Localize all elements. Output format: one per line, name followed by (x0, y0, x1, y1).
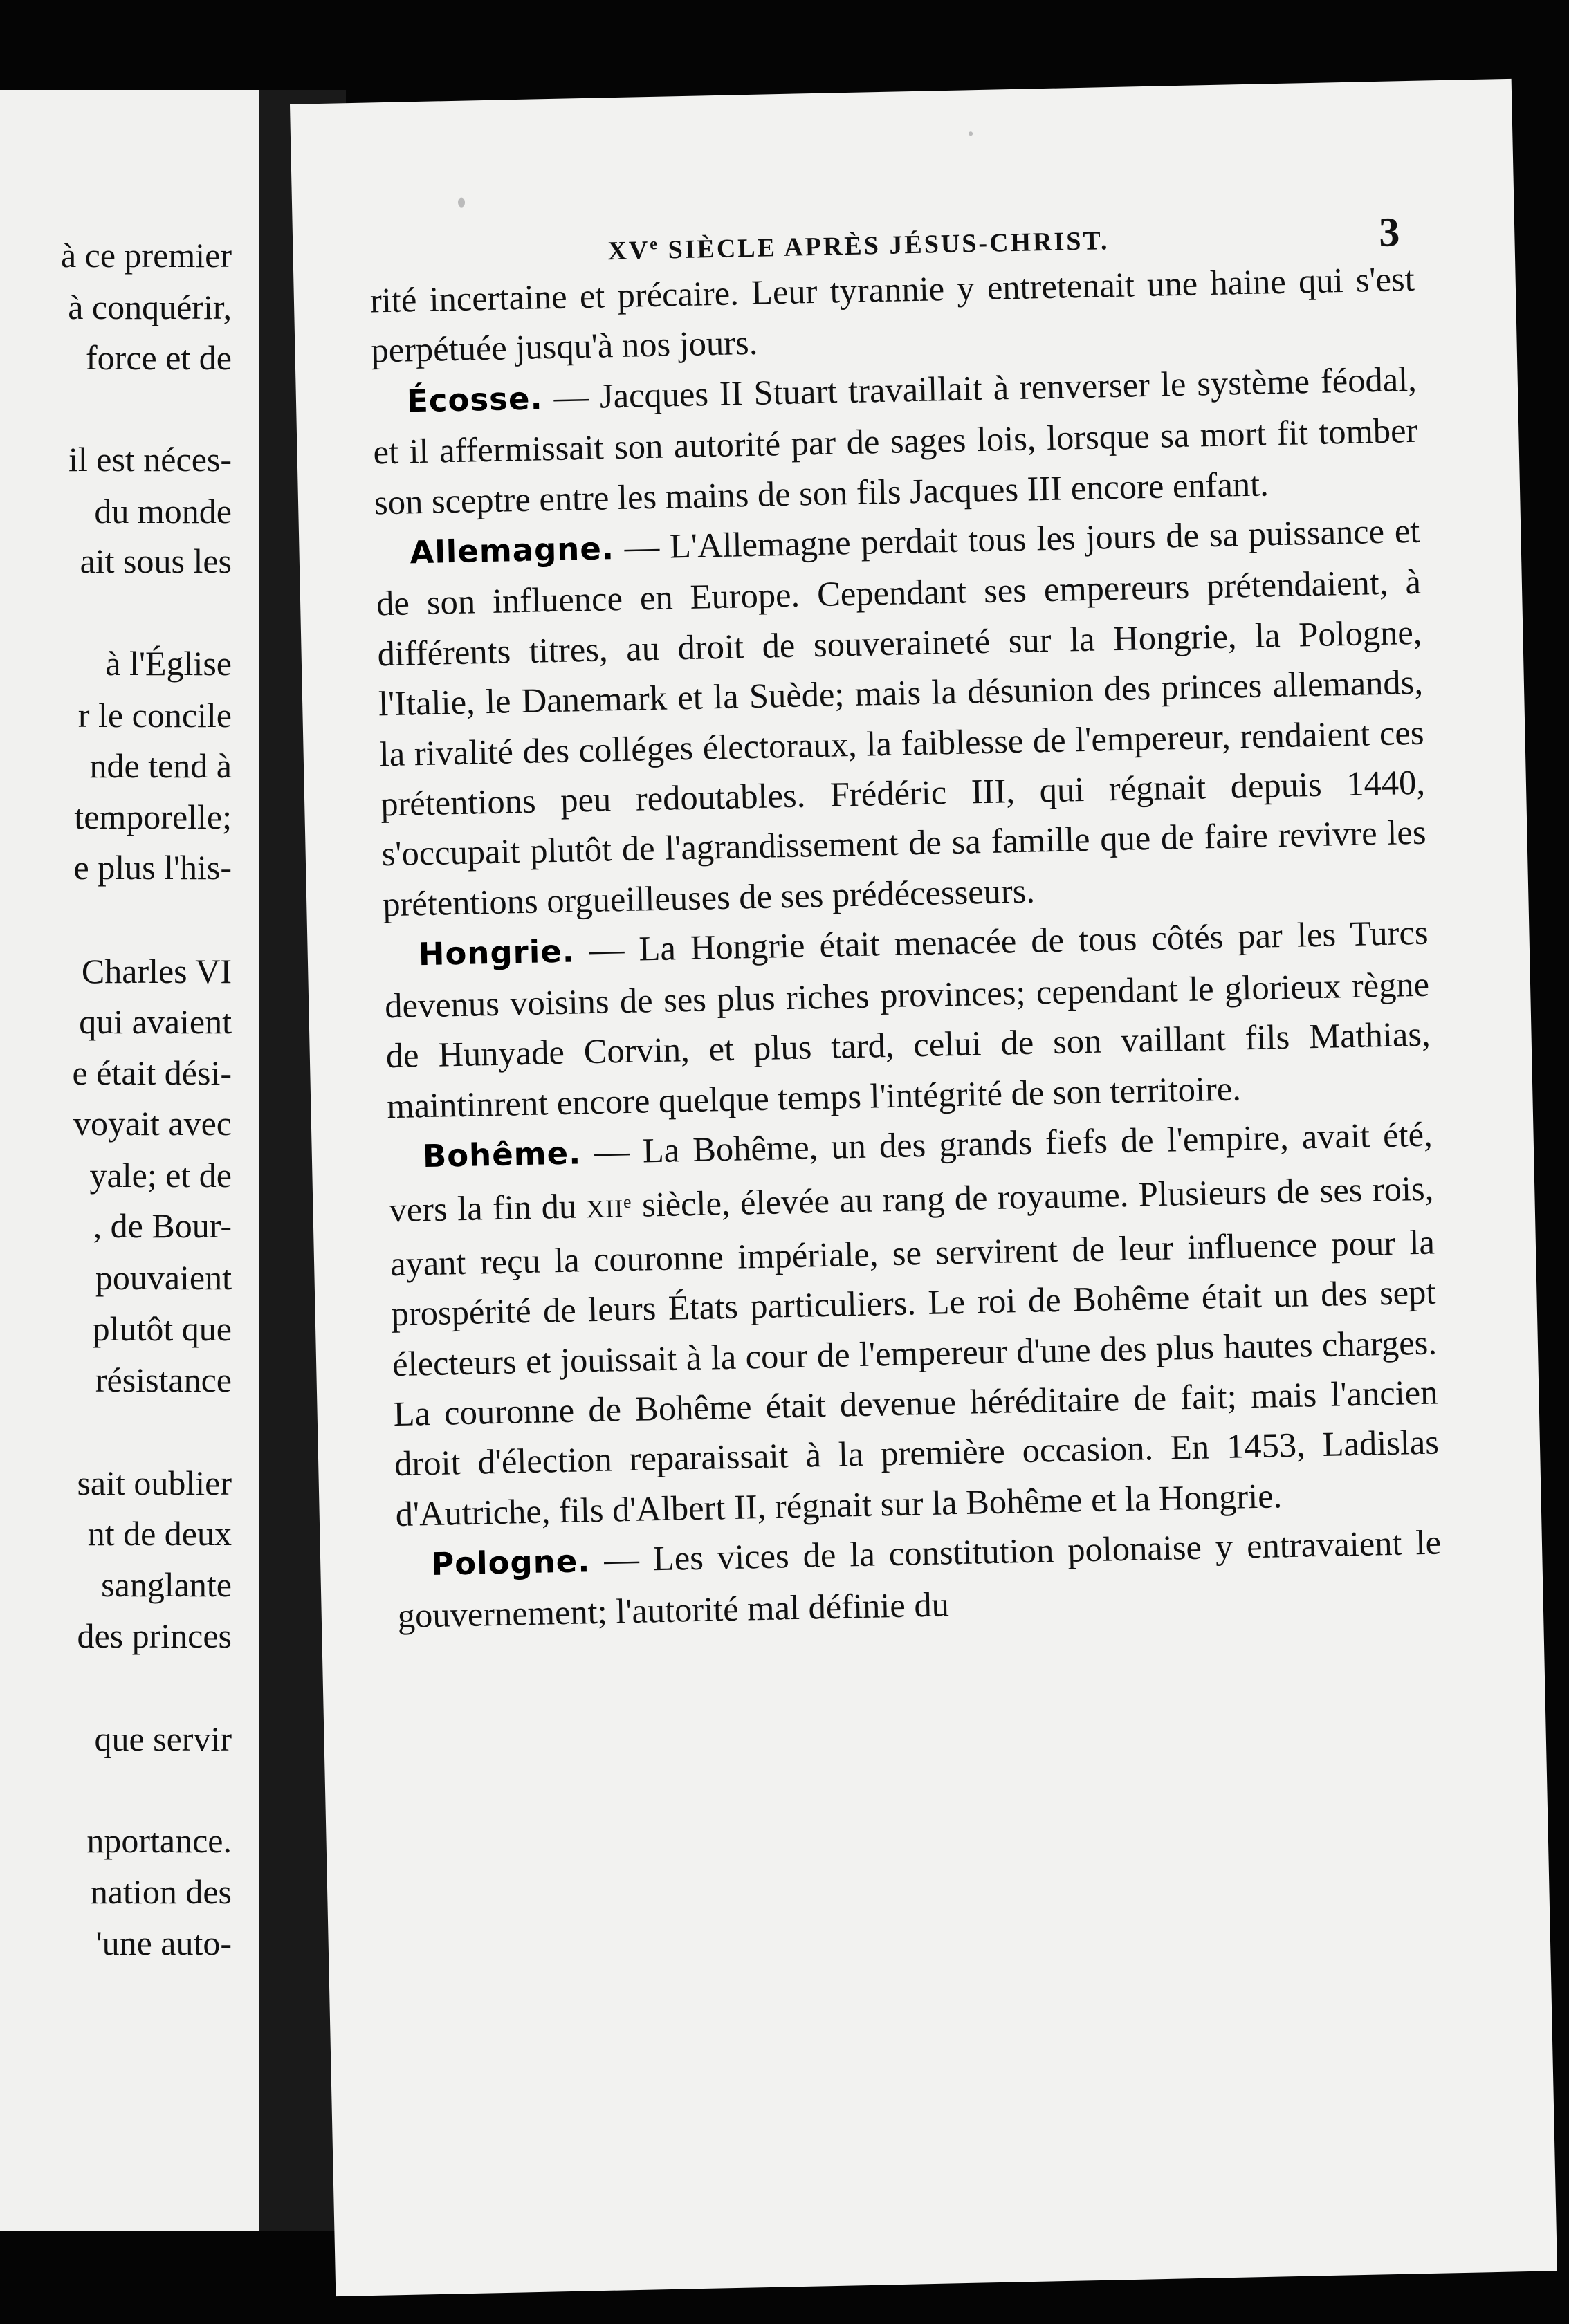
section-heading: Écosse. (406, 380, 544, 420)
left-page-line: qui avaient (79, 1002, 232, 1041)
section-text: — La Bohême, un des grands fiefs de l'empire, avait été, vers la fin du (388, 1114, 1433, 1230)
left-page-line: à l'Église (105, 644, 232, 683)
left-page-line: sanglante (101, 1565, 232, 1604)
left-page-line: il est néces- (68, 440, 232, 479)
century-roman: XII (586, 1195, 624, 1224)
section-text: — Les vices de la constitution polonaise y entravaient le gouvernement; l'autorité mal définie du (397, 1522, 1442, 1635)
section-heading: Pologne. (430, 1542, 591, 1583)
section-heading: Bohême. (422, 1134, 582, 1175)
section-ecosse (371, 354, 1419, 528)
paper-speck (969, 131, 973, 136)
section-allemagne (375, 506, 1428, 930)
section-hongrie (383, 907, 1432, 1131)
section-heading: Allemagne. (410, 530, 615, 571)
left-page-line: du monde (94, 492, 232, 531)
page-body (369, 254, 1442, 1641)
left-page-line: temporelle; (74, 797, 232, 836)
section-heading: Hongrie. (418, 932, 576, 973)
section-text: siècle, élevée au rang de royaume. Plusieurs de ses rois, ayant reçu la couronne impériale, se servirent de leur influence pour la prospérité de leurs États particuliers. Le roi de Bohême était un des sept électeurs et jouissait à la cour de l'empereur d'une des plus hautes charges. La couronne de Bohême était devenue héréditaire de fait; mais l'ancien droit d'élection reparaissait à la première occasion. En 1453, Ladislas d'Autriche, fils d'Albert II, régnait sur la Bohême et la Hongrie. (389, 1168, 1440, 1533)
left-page-line: nation des (90, 1872, 232, 1911)
running-head (607, 225, 1110, 266)
page-number: 3 (1378, 209, 1400, 255)
left-page-line: résistance (95, 1361, 232, 1399)
running-head-title: SIÈCLE APRÈS JÉSUS-CHRIST. (659, 226, 1110, 265)
century-sup: e (623, 1192, 632, 1212)
left-page-line: nt de deux (87, 1514, 232, 1553)
left-page-line: e était dési- (72, 1053, 232, 1092)
section-pologne (396, 1518, 1442, 1641)
left-page-line: à conquérir, (68, 288, 232, 326)
left-page-line: , de Bour- (93, 1206, 232, 1245)
left-page-line: des princes (77, 1616, 232, 1655)
left-page-line: ait sous les (80, 542, 232, 580)
left-page-line: nportance. (86, 1821, 232, 1860)
section-boheme (387, 1109, 1440, 1539)
continuation-paragraph: rité incertaine et précaire. Leur tyrannie y entretenait une haine qui s'est perpétuée jusqu'à nos jours. (369, 259, 1415, 370)
left-page-line: 'une auto- (95, 1924, 232, 1962)
section-text: — La Hongrie était menacée de tous côtés par les Turcs devenus voisins de ses plus riches provinces; cependant le glorieux règne de Hunyade Corvin, et plus tard, celui de son vaillant fils Mathias, maintinrent encore quelque temps l'intégrité de son territoire. (384, 912, 1431, 1125)
century-numeral (586, 1192, 632, 1224)
left-page-line: que servir (94, 1719, 232, 1758)
left-page-line: r le concile (77, 696, 232, 735)
left-facing-page (0, 90, 259, 2231)
left-page-line: voyait avec (73, 1104, 232, 1143)
left-page-line: à ce premier (60, 236, 232, 275)
running-head-century: XV (607, 235, 650, 266)
left-page-line: pouvaient (95, 1258, 232, 1297)
left-page-line: nde tend à (89, 746, 232, 785)
left-page-line: Charles VI (81, 952, 232, 990)
left-page-line: plutôt que (92, 1309, 232, 1348)
book-page (290, 79, 1557, 2296)
left-page-line: e plus l'his- (73, 848, 232, 887)
left-page-line: force et de (86, 338, 232, 377)
paper-speck (458, 198, 465, 208)
left-page-line: sait oublier (77, 1464, 232, 1502)
section-text: — Jacques II Stuart travaillait à renverser le système féodal, et il affermissait son autorité par de sages lois, lorsque sa mort fit tomber son sceptre entre les mains de son fils Jacques III encore enfant. (372, 359, 1418, 522)
section-text: — L'Allemagne perdait tous les jours de sa puissance et de son influence en Europe. Cependant ses empereurs prétendaient, à différents titres, au droit de souveraineté sur la Hongrie, la Pologne, l'Italie, le Danemark et la Suède; mais la désunion des princes allemands, la rivalité des colléges électoraux, la faiblesse de l'empereur, rendaient ces prétentions peu redoutables. Frédéric III, qui régnait depuis 1440, s'occupait plutôt de l'agrandissement de sa famille que de faire revivre les prétentions orgueilleuses de ses prédécesseurs. (376, 510, 1426, 924)
left-page-line: yale; et de (89, 1156, 232, 1195)
running-head-sup: e (649, 235, 660, 254)
